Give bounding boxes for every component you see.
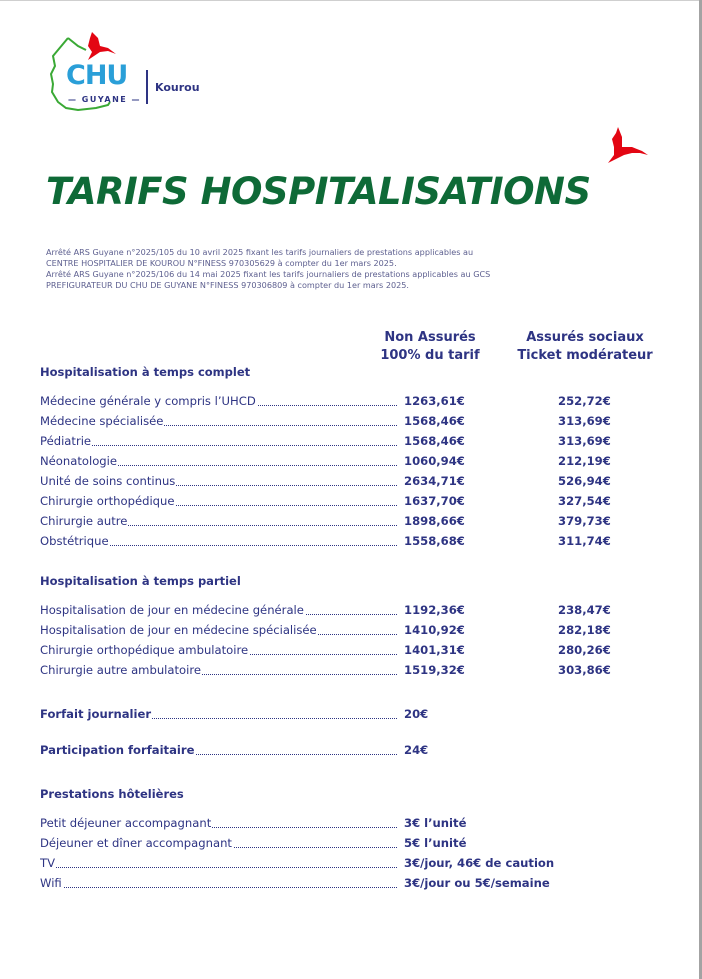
row-label: Médecine spécialisée	[40, 414, 164, 428]
tariff-row	[40, 491, 660, 511]
row-label: Obstétrique	[40, 534, 109, 548]
price-non-assures: 1519,32€	[404, 663, 465, 677]
row-label: Chirurgie autre	[40, 514, 128, 528]
row-label: Chirurgie autre ambulatoire	[40, 663, 202, 677]
price-value: 3€/jour ou 5€/semaine	[404, 876, 550, 890]
row-label: Unité de soins continus	[40, 474, 176, 488]
column-header-non-assures	[370, 329, 490, 365]
price-non-assures: 1401,31€	[404, 643, 465, 657]
logo-subtitle: — GUYANE —	[68, 95, 142, 104]
column-header-line: Ticket modérateur	[517, 348, 653, 363]
forfait-journalier-row	[40, 704, 660, 724]
price-non-assures: 1637,70€	[404, 494, 465, 508]
tariff-row	[40, 431, 660, 451]
price-value: 24€	[404, 743, 429, 757]
price-non-assures: 1410,92€	[404, 623, 465, 637]
column-header-line: Non Assurés	[384, 330, 476, 345]
price-assures: 313,69€	[558, 434, 611, 448]
decree-line: Arrêté ARS Guyane n°2025/106 du 14 mai 2025 fixant les tarifs journaliers de prestations applicables au GCS	[46, 269, 491, 279]
page-edge-top	[0, 0, 702, 1]
price-value: 3€ l’unité	[404, 816, 467, 830]
price-assures: 303,86€	[558, 663, 611, 677]
row-label: Chirurgie orthopédique ambulatoire	[40, 643, 249, 657]
tariff-row	[40, 471, 660, 491]
dot-leader	[40, 444, 397, 446]
section-title-prestations-hotelieres: Prestations hôtelières	[40, 787, 184, 801]
tariff-row	[40, 391, 660, 411]
row-label: Participation forfaitaire	[40, 743, 195, 757]
row-label: Hospitalisation de jour en médecine spécialisée	[40, 623, 317, 637]
price-non-assures: 1192,36€	[404, 603, 465, 617]
price-assures: 282,18€	[558, 623, 611, 637]
decree-line: PREFIGURATEUR DU CHU DE GUYANE N°FINESS 970306809 à compter du 1er mars 2025.	[46, 280, 410, 290]
tariff-row	[40, 451, 660, 471]
tariff-row	[40, 531, 660, 551]
service-row	[40, 813, 660, 833]
section-title-temps-partiel: Hospitalisation à temps partiel	[40, 574, 241, 588]
ibis-bird-icon	[602, 125, 650, 167]
price-assures: 327,54€	[558, 494, 611, 508]
price-assures: 280,26€	[558, 643, 611, 657]
section-title-temps-complet: Hospitalisation à temps complet	[40, 365, 251, 379]
dot-leader	[40, 886, 397, 888]
row-label: Forfait journalier	[40, 707, 152, 721]
decree-line: CENTRE HOSPITALIER DE KOUROU N°FINESS 970305629 à compter du 1er mars 2025.	[46, 258, 397, 268]
tariff-row	[40, 620, 660, 640]
column-header-line: Assurés sociaux	[526, 330, 644, 345]
service-row	[40, 873, 660, 893]
service-row	[40, 853, 660, 873]
price-non-assures: 1558,68€	[404, 534, 465, 548]
price-assures: 379,73€	[558, 514, 611, 528]
column-header-assures	[500, 329, 670, 365]
logo-site: Kourou	[155, 81, 200, 94]
row-label: Petit déjeuner accompagnant	[40, 816, 212, 830]
participation-forfaitaire-row	[40, 740, 660, 760]
price-non-assures: 1060,94€	[404, 454, 465, 468]
price-assures: 311,74€	[558, 534, 611, 548]
logo-brand: CHU	[66, 60, 128, 91]
tariff-row	[40, 640, 660, 660]
price-assures: 238,47€	[558, 603, 611, 617]
service-row	[40, 833, 660, 853]
row-label: Wifi	[40, 876, 62, 890]
row-label: Néonatologie	[40, 454, 118, 468]
price-non-assures: 2634,71€	[404, 474, 465, 488]
decree-line: Arrêté ARS Guyane n°2025/105 du 10 avril 2025 fixant les tarifs journaliers de prestations applicables au	[46, 247, 474, 257]
logo-separator	[146, 70, 148, 104]
price-assures: 212,19€	[558, 454, 611, 468]
row-label: TV	[40, 856, 56, 870]
decree-text	[46, 247, 586, 291]
price-assures: 252,72€	[558, 394, 611, 408]
row-label: Hospitalisation de jour en médecine générale	[40, 603, 304, 617]
page-title: TARIFS HOSPITALISATIONS	[46, 170, 591, 213]
row-label: Médecine générale y compris l’UHCD	[40, 394, 256, 408]
chu-guyane-logo	[48, 32, 208, 112]
price-non-assures: 1263,61€	[404, 394, 465, 408]
price-non-assures: 1568,46€	[404, 434, 465, 448]
row-label: Chirurgie orthopédique	[40, 494, 175, 508]
dot-leader	[40, 866, 397, 868]
price-value: 3€/jour, 46€ de caution	[404, 856, 555, 870]
price-non-assures: 1568,46€	[404, 414, 465, 428]
row-label: Déjeuner et dîner accompagnant	[40, 836, 232, 850]
tariff-row	[40, 660, 660, 680]
price-value: 5€ l’unité	[404, 836, 467, 850]
price-non-assures: 1898,66€	[404, 514, 465, 528]
price-assures: 526,94€	[558, 474, 611, 488]
tariff-row	[40, 600, 660, 620]
row-label: Pédiatrie	[40, 434, 92, 448]
column-header-line: 100% du tarif	[380, 348, 480, 363]
price-value: 20€	[404, 707, 429, 721]
tariff-row	[40, 411, 660, 431]
tariff-row	[40, 511, 660, 531]
price-assures: 313,69€	[558, 414, 611, 428]
